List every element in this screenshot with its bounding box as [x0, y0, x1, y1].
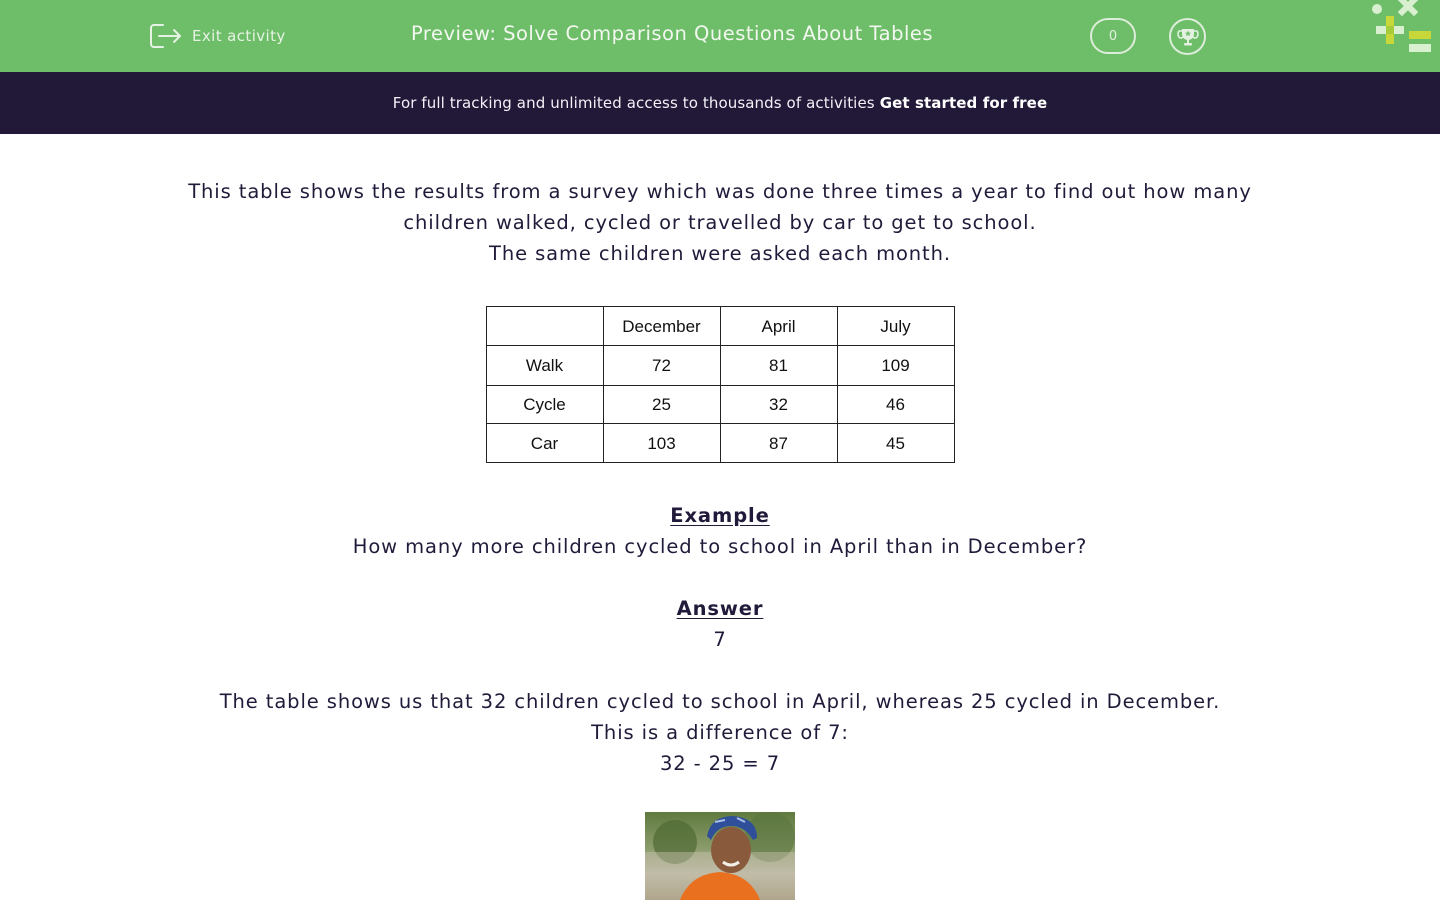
intro-line-2: children walked, cycled or travelled by car to get to school.	[403, 211, 1037, 234]
table-row	[486, 386, 954, 424]
table-row	[486, 424, 954, 463]
table-cell: 87	[720, 424, 837, 463]
photo-illustration	[645, 812, 795, 900]
row-header: Walk	[486, 346, 603, 386]
survey-table	[486, 306, 955, 463]
score-counter	[1090, 18, 1136, 54]
child-cyclist-photo	[645, 812, 795, 900]
intro-line-1: This table shows the results from a survey which was done three times a year to find out how many	[188, 180, 1252, 203]
table-row	[486, 346, 954, 386]
top-bar	[0, 0, 1440, 72]
maths-symbols-logo	[1368, 0, 1440, 56]
row-header: Cycle	[486, 386, 603, 424]
banner-text: For full tracking and unlimited access to thousands of activities	[392, 94, 875, 112]
table-cell: 25	[603, 386, 720, 424]
column-header: July	[837, 307, 954, 346]
explanation-line-3: 32 - 25 = 7	[659, 752, 781, 775]
score-value: 0	[1108, 28, 1118, 44]
table-corner-cell	[486, 307, 603, 346]
upgrade-banner	[0, 72, 1440, 134]
table-cell: 109	[837, 346, 954, 386]
intro-line-3: The same children were asked each month.	[489, 242, 951, 265]
table-cell: 32	[720, 386, 837, 424]
table-cell: 72	[603, 346, 720, 386]
trophy-button[interactable]	[1169, 18, 1206, 55]
answer-heading: Answer	[676, 597, 764, 620]
table-cell: 103	[603, 424, 720, 463]
page-title: Preview: Solve Comparison Questions About Tables	[410, 22, 934, 45]
table-header-row	[486, 307, 954, 346]
activity-content	[0, 176, 1440, 779]
table-cell: 45	[837, 424, 954, 463]
explanation-line-1: The table shows us that 32 children cycled to school in April, whereas 25 cycled in December.	[219, 690, 1221, 713]
explanation-line-2: This is a difference of 7:	[591, 721, 849, 744]
table-cell: 81	[720, 346, 837, 386]
row-header: Car	[486, 424, 603, 463]
answer-value: 7	[713, 628, 727, 651]
exit-activity-label: Exit activity	[192, 27, 286, 45]
get-started-link[interactable]: Get started for free	[879, 94, 1048, 112]
column-header: April	[720, 307, 837, 346]
table-cell: 46	[837, 386, 954, 424]
example-heading: Example	[670, 504, 770, 527]
trophy-icon	[1177, 26, 1199, 48]
column-header: December	[603, 307, 720, 346]
example-question: How many more children cycled to school in April than in December?	[352, 535, 1088, 558]
